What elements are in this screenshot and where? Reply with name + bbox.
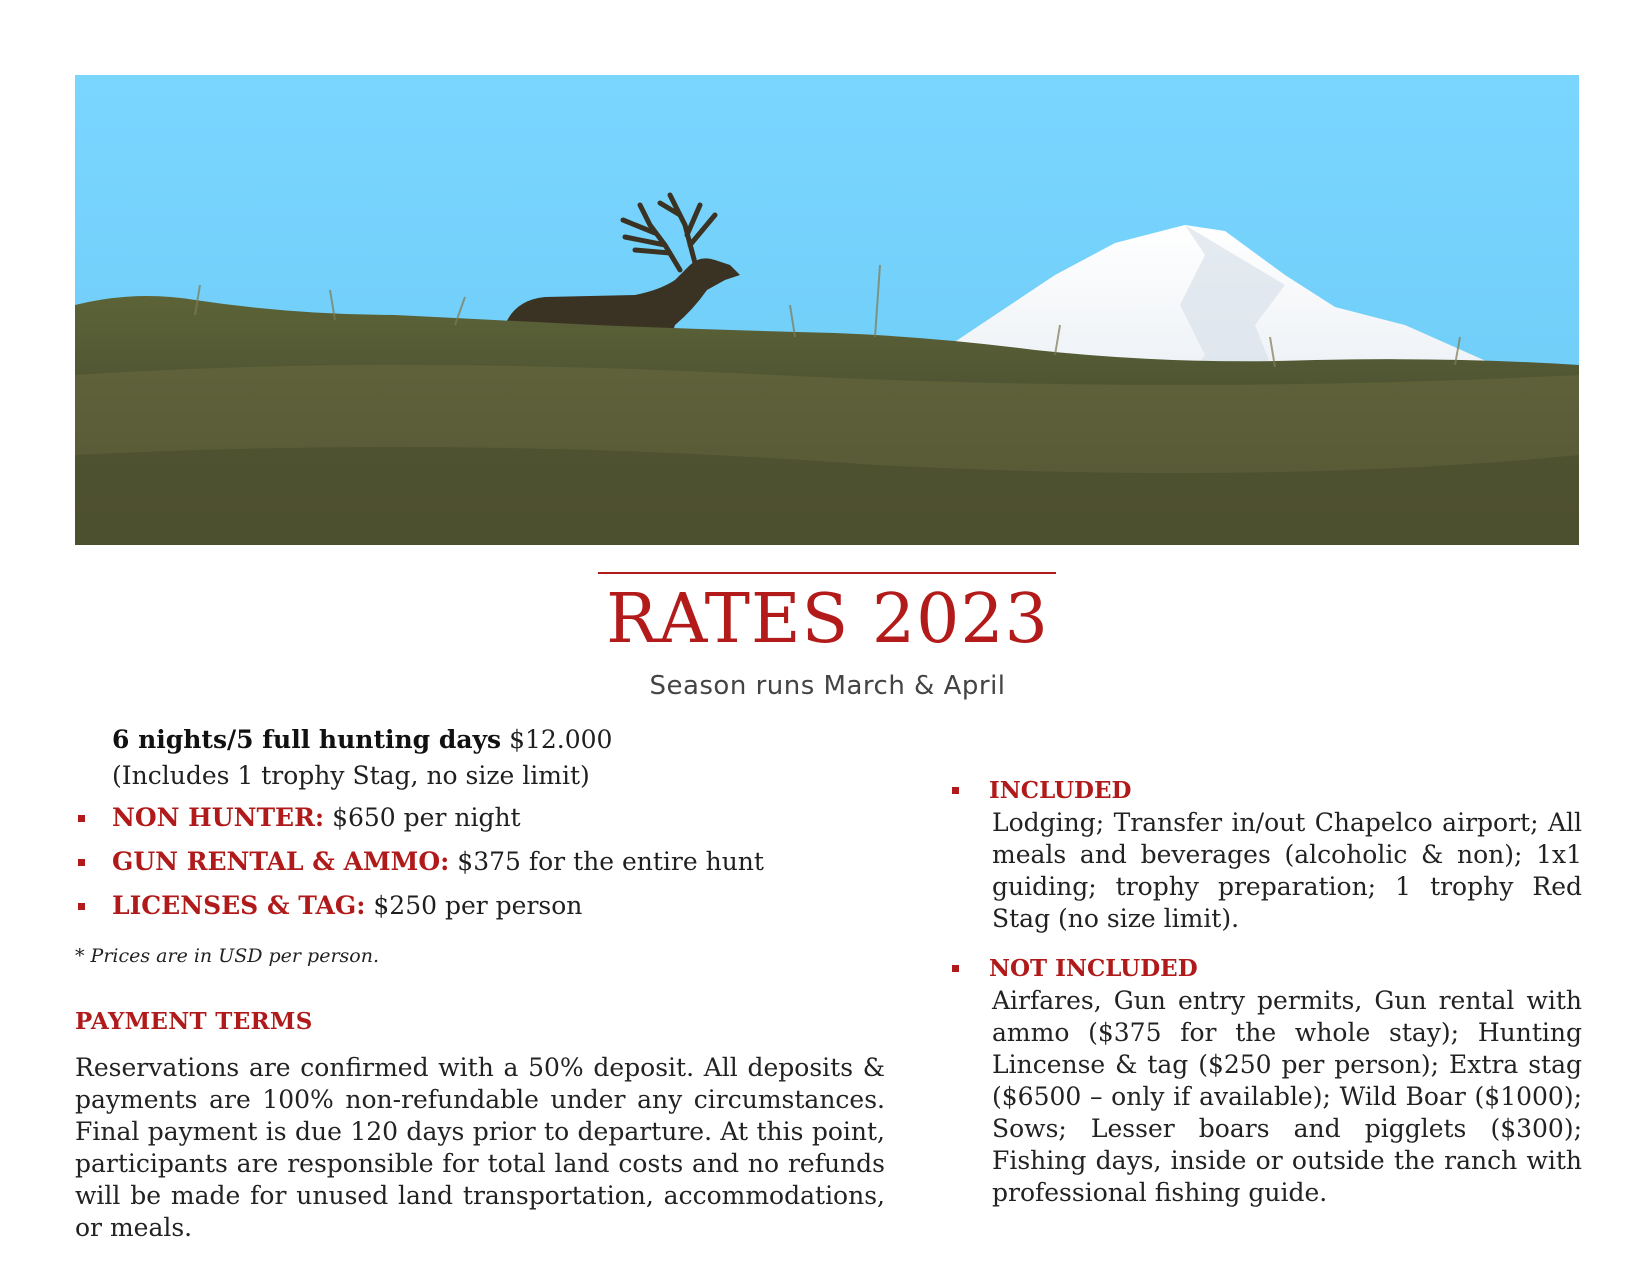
extra-label: GUN RENTAL & AMMO: <box>112 847 450 876</box>
bullet-icon <box>78 903 85 910</box>
included-text: Lodging; Transfer in/out Chapelco airport; All meals and beverages (alcoholic & non); 1x1 guiding; trophy preparation; 1 trophy Red Stag (no size limit). <box>992 808 1582 933</box>
payment-terms-text: Reservations are confirmed with a 50% deposit. All deposits & payments are 100% non-refundable under any circumstances. Final payment is due 120 days prior to departure. At this point, participants are responsible for total land costs and no refunds will be made for unused land transportation, accommodations, or meals. <box>75 1053 885 1242</box>
included-heading <box>952 775 1582 807</box>
extra-value: $650 per night <box>332 803 521 832</box>
inclusions-column <box>952 775 1582 1227</box>
extra-value: $375 for the entire hunt <box>457 847 764 876</box>
title-divider <box>598 572 1056 574</box>
payment-terms-heading: PAYMENT TERMS <box>75 1008 313 1035</box>
main-rate <box>75 722 885 794</box>
bullet-icon <box>78 815 85 822</box>
included-heading-label: INCLUDED <box>989 777 1132 804</box>
bullet-icon <box>78 859 85 866</box>
page-subtitle: Season runs March & April <box>649 671 1006 701</box>
page-title: RATES 2023 <box>606 580 1049 659</box>
main-rate-note: (Includes 1 trophy Stag, no size limit) <box>112 761 590 790</box>
main-rate-price: $12.000 <box>509 725 613 754</box>
extra-value: $250 per person <box>373 891 583 920</box>
not-included-heading-label: NOT INCLUDED <box>989 955 1198 982</box>
bullet-icon <box>952 965 959 972</box>
extra-label: LICENSES & TAG: <box>112 891 366 920</box>
list-item <box>75 800 885 836</box>
rates-column <box>75 722 885 1244</box>
main-rate-label: 6 nights/5 full hunting days <box>112 725 502 754</box>
not-included-text: Airfares, Gun entry permits, Gun rental with ammo ($375 for the whole stay); Hunting Lincense & tag ($250 per person); Extra stag ($6500 – only if available); Wild Boar ($1000); Sows; Lesser boars and pigglets ($300); Fishing days, inside or outside the ranch with professional fishing guide. <box>992 986 1582 1207</box>
list-item <box>75 888 885 924</box>
bullet-icon <box>952 787 959 794</box>
list-item <box>75 844 885 880</box>
extras-list <box>75 800 885 924</box>
extra-label: NON HUNTER: <box>112 803 325 832</box>
price-footnote: * Prices are in USD per person. <box>75 945 379 967</box>
red-stag-mountain-illustration <box>75 75 1579 545</box>
not-included-heading <box>952 953 1582 985</box>
hero-photo <box>75 75 1579 545</box>
